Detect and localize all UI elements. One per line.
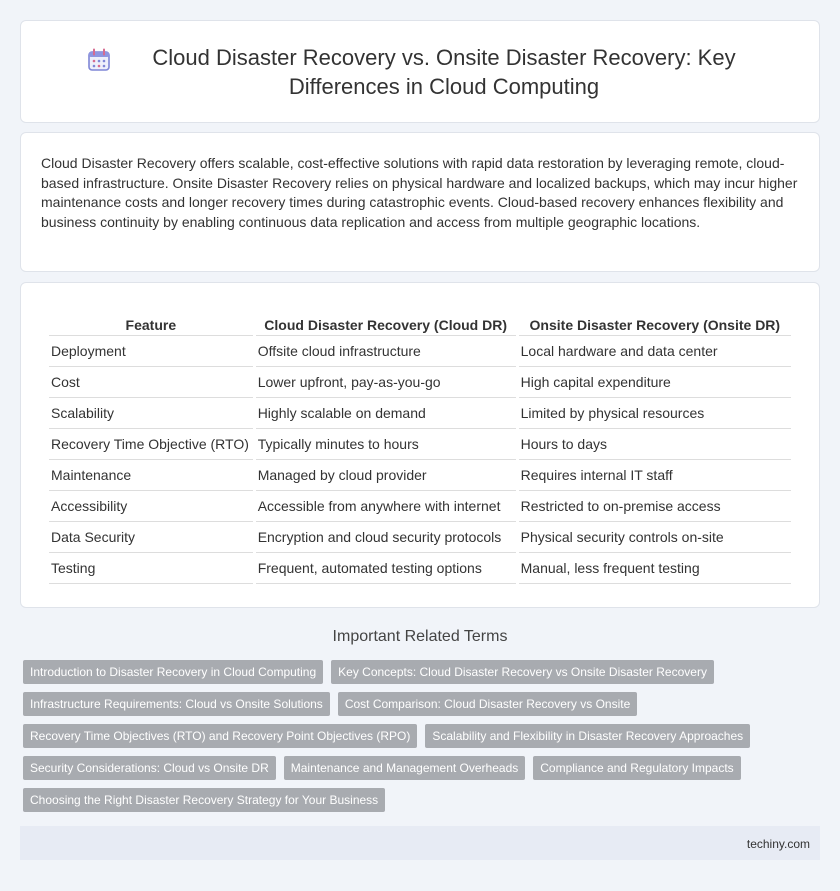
table-row [49, 398, 791, 429]
intro-text: Cloud Disaster Recovery offers scalable, cost-effective solutions with rapid data restoration by leveraging remote, cloud-based infrastructure. Onsite Disaster Recovery relies on physical hardware and localized backups, which may incur higher maintenance costs and longer recovery times during catastrophic events. Cloud-based recovery enhances flexibility and business continuity by enabling continuous data replication and access from multiple geographic locations. [41, 155, 798, 230]
title-wrap [86, 43, 754, 101]
header-cloud-dr: Cloud Disaster Recovery (Cloud DR) [256, 313, 516, 336]
feature-cell: Recovery Time Objective (RTO) [49, 429, 253, 460]
feature-cell: Scalability [49, 398, 253, 429]
onsite-dr-cell: Requires internal IT staff [519, 460, 791, 491]
related-terms-list [23, 660, 823, 820]
related-terms-row [23, 756, 823, 780]
cloud-dr-cell: Managed by cloud provider [256, 460, 516, 491]
related-term-link[interactable]: Compliance and Regulatory Impacts [533, 756, 740, 780]
onsite-dr-cell: Restricted to on-premise access [519, 491, 791, 522]
feature-cell: Cost [49, 367, 253, 398]
onsite-dr-cell: Limited by physical resources [519, 398, 791, 429]
table-header-row [49, 313, 791, 336]
cloud-dr-cell: Lower upfront, pay-as-you-go [256, 367, 516, 398]
related-term-link[interactable]: Maintenance and Management Overheads [284, 756, 525, 780]
feature-cell: Maintenance [49, 460, 253, 491]
footer-brand[interactable]: techiny.com [746, 837, 810, 851]
footer [20, 826, 820, 860]
onsite-dr-cell: Local hardware and data center [519, 336, 791, 367]
header-onsite-dr: Onsite Disaster Recovery (Onsite DR) [519, 313, 791, 336]
related-terms-row [23, 724, 823, 748]
table-row [49, 367, 791, 398]
header-feature: Feature [49, 313, 253, 336]
feature-cell: Deployment [49, 336, 253, 367]
cloud-dr-cell: Encryption and cloud security protocols [256, 522, 516, 553]
title-card [20, 20, 820, 123]
related-terms-row [23, 692, 823, 716]
comparison-table [46, 313, 794, 584]
cloud-dr-cell: Offsite cloud infrastructure [256, 336, 516, 367]
related-terms-heading: Important Related Terms [332, 628, 508, 645]
related-term-link[interactable]: Scalability and Flexibility in Disaster Recovery Approaches [425, 724, 750, 748]
related-term-link[interactable]: Introduction to Disaster Recovery in Cloud Computing [23, 660, 323, 684]
related-terms-row [23, 788, 823, 812]
feature-cell: Testing [49, 553, 253, 584]
intro-card [20, 132, 820, 272]
feature-cell: Data Security [49, 522, 253, 553]
related-term-link[interactable]: Recovery Time Objectives (RTO) and Recovery Point Objectives (RPO) [23, 724, 417, 748]
table-row [49, 429, 791, 460]
onsite-dr-cell: Manual, less frequent testing [519, 553, 791, 584]
cloud-dr-cell: Typically minutes to hours [256, 429, 516, 460]
related-term-link[interactable]: Key Concepts: Cloud Disaster Recovery vs Onsite Disaster Recovery [331, 660, 714, 684]
table-row [49, 522, 791, 553]
calendar-icon [86, 47, 112, 73]
related-term-link[interactable]: Cost Comparison: Cloud Disaster Recovery vs Onsite [338, 692, 637, 716]
table-row [49, 460, 791, 491]
cloud-dr-cell: Accessible from anywhere with internet [256, 491, 516, 522]
related-term-link[interactable]: Choosing the Right Disaster Recovery Strategy for Your Business [23, 788, 385, 812]
cloud-dr-cell: Highly scalable on demand [256, 398, 516, 429]
onsite-dr-cell: Physical security controls on-site [519, 522, 791, 553]
page-title: Cloud Disaster Recovery vs. Onsite Disaster Recovery: Key Differences in Cloud Computing [152, 44, 736, 99]
table-row [49, 491, 791, 522]
onsite-dr-cell: High capital expenditure [519, 367, 791, 398]
table-row [49, 553, 791, 584]
comparison-card [20, 282, 820, 608]
onsite-dr-cell: Hours to days [519, 429, 791, 460]
related-term-link[interactable]: Security Considerations: Cloud vs Onsite DR [23, 756, 276, 780]
table-row [49, 336, 791, 367]
feature-cell: Accessibility [49, 491, 253, 522]
related-term-link[interactable]: Infrastructure Requirements: Cloud vs Onsite Solutions [23, 692, 330, 716]
cloud-dr-cell: Frequent, automated testing options [256, 553, 516, 584]
related-terms-row [23, 660, 823, 684]
